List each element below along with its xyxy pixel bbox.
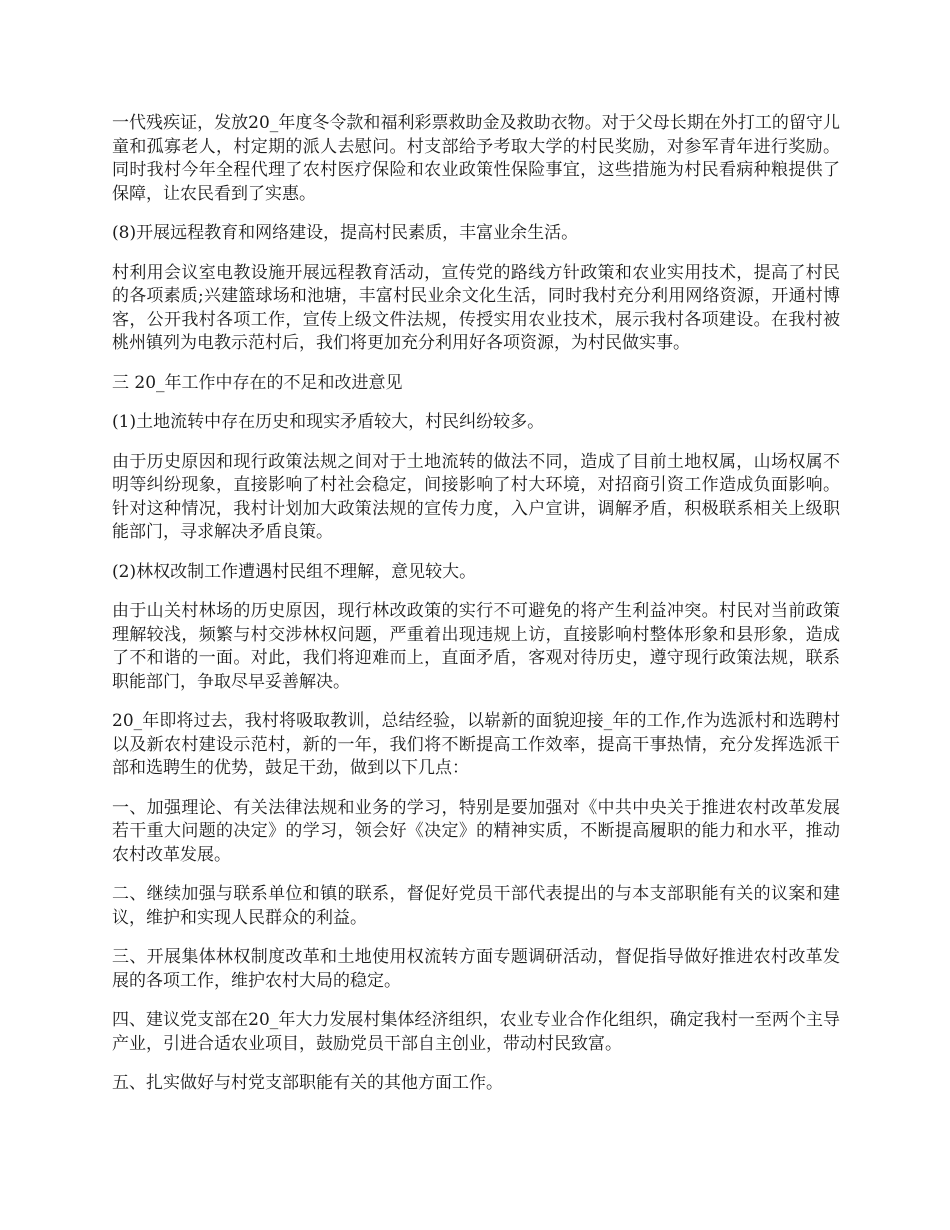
paragraph-forest-rights: 由于山关村林场的历史原因，现行林改政策的实行不可避免的将产生利益冲突。村民对当前政策理解较浅，频繁与村交涉林权问题，严重着出现违规上访，直接影响村整体形象和县形象，造成了不和谐的一面。对此，我们将迎难而上，直面矛盾，客观对待历史，遵守现行政策法规，联系职能部门，争取尽早妥善解决。 [112, 601, 840, 692]
item-2-heading: (2)林权改制工作遭遇村民组不理解，意见较大。 [112, 561, 477, 582]
paragraph-next-year-intro: 20_年即将过去，我村将吸取教训，总结经验，以崭新的面貌迎接_年的工作,作为选派村和选聘村以及新农村建设示范村，新的一年，我们将不断提高工作效率，提高干事热情，充分发挥选派干部和选聘生的优势，鼓足干劲，做到以下几点： [112, 711, 840, 778]
paragraph-remote-education: 村利用会议室电教设施开展远程教育活动，宣传党的路线方针政策和农业实用技术，提高了村民的各项素质;兴建篮球场和池塘，丰富村民业余文化生活，同时我村充分利用网络资源，开通村博客，公开我村各项工作，宣传上级文件法规，传授实用农业技术，展示我村各项建设。在我村被桃州镇列为电教示范村后，我们将更加充分利用好各项资源，为村民做实事。 [112, 262, 840, 353]
item-8-heading: (8)开展远程教育和网络建设，提高村民素质，丰富业余生活。 [112, 223, 579, 243]
document-page [112, 112, 840, 1112]
section-heading-shortcomings: 三 20_年工作中存在的不足和改进意见 [112, 372, 403, 393]
item-1-heading: (1)土地流转中存在历史和现实矛盾较大，村民纠纷较多。 [112, 412, 545, 432]
paragraph-relief-measures: 一代残疾证，发放20_年度冬令款和福利彩票救助金及救助衣物。对于父母长期在外打工的留守儿童和孤寡老人，村定期的派人去慰问。村支部给予考取大学的村民奖励，对参军青年进行奖励。同时我村今年全程代理了农村医疗保险和农业政策性保险事宜，这些措施为村民看病种粮提供了保障，让农民看到了实惠。 [112, 113, 840, 204]
plan-point-1: 一、加强理论、有关法律法规和业务的学习，特别是要加强对《中共中央关于推进农村改革发展若干重大问题的决定》的学习，领会好《决定》的精神实质，不断提高履职的能力和水平，推动农村改革发展。 [112, 797, 840, 865]
plan-point-3: 三、开展集体林权制度改革和土地使用权流转方面专题调研活动，督促指导做好推进农村改革发展的各项工作，维护农村大局的稳定。 [112, 947, 840, 991]
plan-point-2: 二、继续加强与联系单位和镇的联系，督促好党员干部代表提出的与本支部职能有关的议案和建议，维护和实现人民群众的利益。 [112, 884, 840, 928]
plan-point-4: 四、建议党支部在20_年大力发展村集体经济组织，农业专业合作化组织，确定我村一至两个主导产业，引进合适农业项目，鼓励党员干部自主创业，带动村民致富。 [112, 1010, 840, 1054]
plan-point-5: 五、扎实做好与村党支部职能有关的其他方面工作。 [112, 1073, 503, 1093]
paragraph-land-transfer: 由于历史原因和现行政策法规之间对于土地流转的做法不同，造成了目前土地权属，山场权属不明等纠纷现象，直接影响了村社会稳定，间接影响了村大环境，对招商引资工作造成负面影响。针对这种情况，我村计划加大政策法规的宣传力度，入户宣讲，调解矛盾，积极联系相关上级职能部门，寻求解决矛盾良策。 [112, 451, 840, 542]
